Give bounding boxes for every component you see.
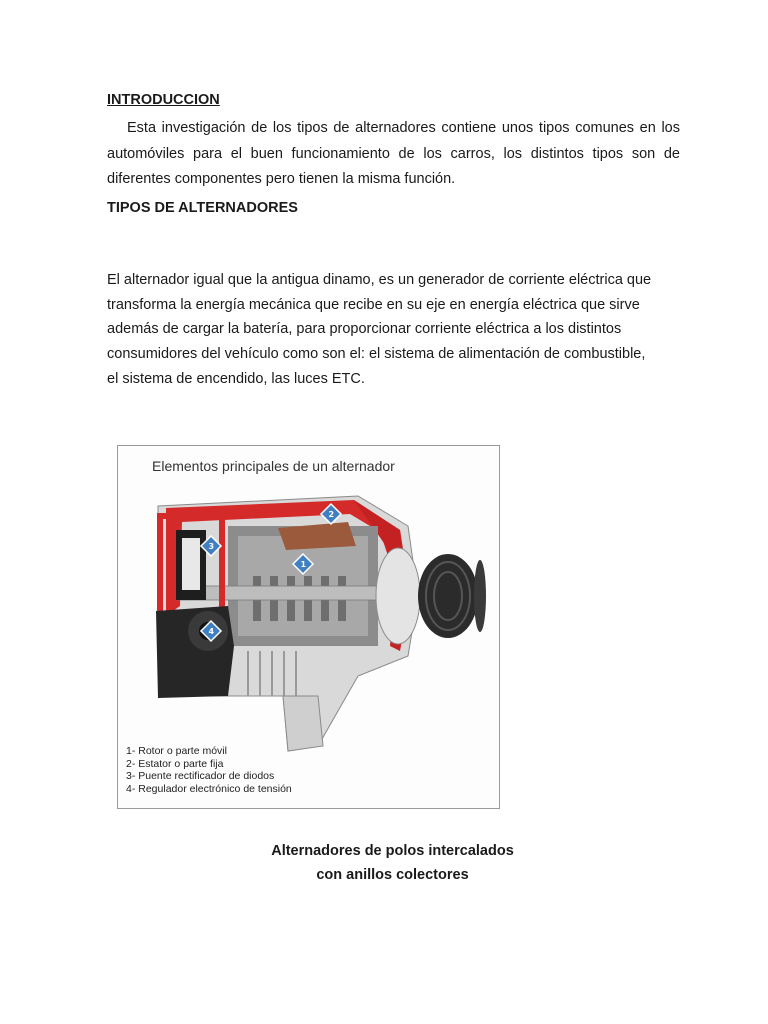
marker-1-label: 1 (300, 560, 307, 569)
legend-item: 3- Puente rectificador de diodos (126, 770, 275, 783)
marker-3-label: 3 (208, 542, 215, 551)
alternator-drawing (156, 496, 486, 751)
types-paragraph-line: consumidores del vehículo como son el: el sistema de alimentación de combustible, (107, 346, 646, 363)
legend-item: 1- Rotor o parte móvil (126, 745, 227, 757)
types-paragraph-line: transforma la energía mecánica que recibe en su eje en energía eléctrica que sirve (107, 296, 640, 313)
marker-4-label: 4 (208, 627, 215, 636)
types-paragraph (107, 268, 680, 392)
figure-caption-line-2: con anillos colectores (316, 867, 469, 883)
types-paragraph-line: El alternador igual que la antigua dinamo, es un generador de corriente eléctrica que (107, 272, 652, 288)
intro-paragraph (107, 116, 680, 193)
intro-paragraph-text: Esta investigación de los tipos de alternadores contiene unos tipos comunes en los automóviles para el buen funcionamiento de los carros, los distintos tipos son de diferentes componentes pero tienen la misma función. (107, 120, 680, 187)
types-heading: TIPOS DE ALTERNADORES (107, 200, 298, 216)
intro-heading: INTRODUCCION (107, 92, 220, 108)
types-paragraph-line: el sistema de encendido, las luces ETC. (107, 370, 365, 387)
legend-item: 4- Regulador electrónico de tensión (126, 782, 292, 795)
figure-legend (126, 745, 292, 795)
alternator-figure (117, 445, 500, 809)
marker-2-label: 2 (328, 510, 335, 519)
figure-caption-line-1: Alternadores de polos intercalados (271, 843, 514, 859)
legend-item: 2- Estator o parte fija (126, 757, 224, 770)
figure-title: Elementos principales de un alternador (152, 458, 395, 474)
types-paragraph-line: además de cargar la batería, para proporcionar corriente eléctrica a los distintos (107, 321, 622, 338)
